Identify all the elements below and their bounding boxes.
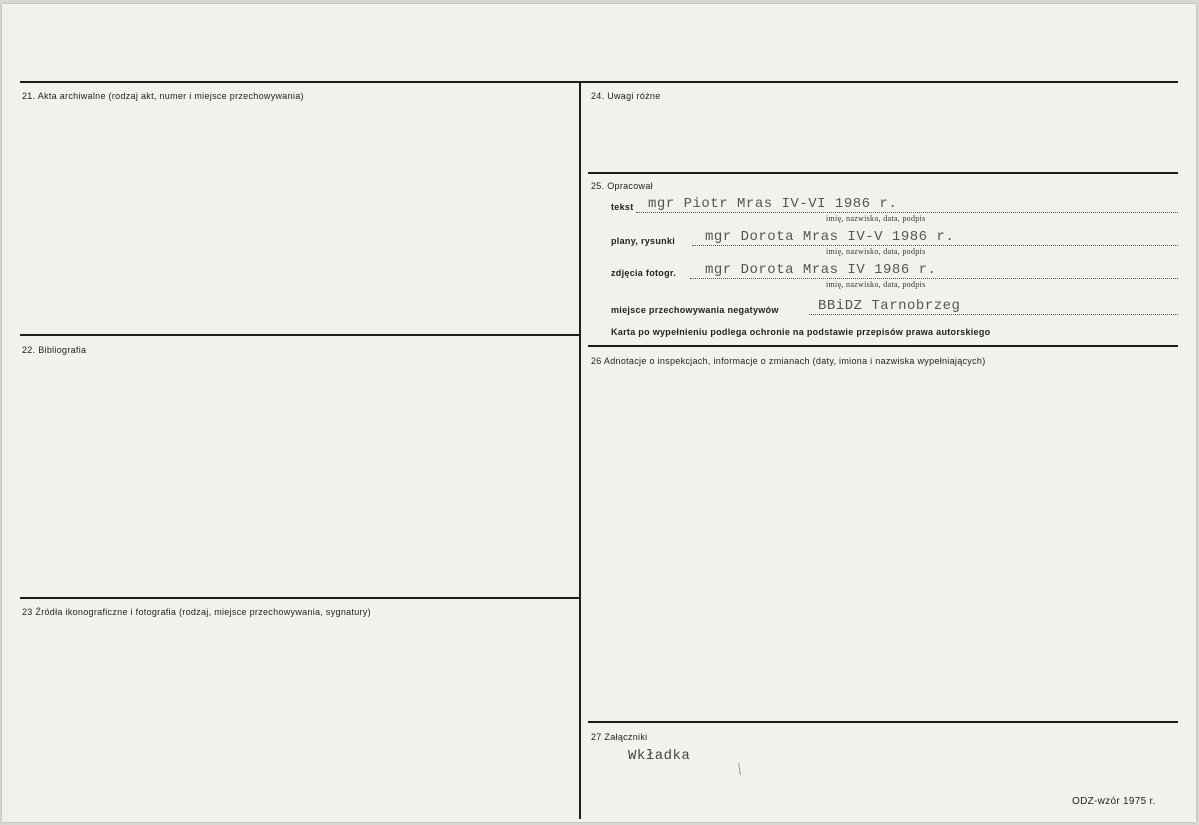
rule-22: [20, 334, 579, 336]
zdjecia-value: mgr Dorota Mras IV 1986 r.: [705, 262, 937, 278]
center-divider: [579, 81, 581, 819]
zalaczniki-value: Wkładka: [628, 748, 691, 764]
section-26-label: 26 Adnotacje o inspekcjach, informacje o zmianach (daty, imiona i nazwiska wypełniających): [591, 356, 986, 366]
rule-27: [588, 721, 1178, 723]
top-rule: [20, 81, 1178, 83]
tekst-value: mgr Piotr Mras IV-VI 1986 r.: [648, 196, 898, 212]
negatywy-value: BBiDZ Tarnobrzeg: [818, 298, 961, 314]
tekst-dotted-line: [636, 212, 1178, 213]
section-25-label: 25. Opracował: [591, 181, 653, 191]
tekst-sublabel: imię, nazwisko, data, podpis: [826, 214, 926, 223]
section-24-label: 24. Uwagi różne: [591, 91, 661, 101]
negatywy-dotted-line: [809, 314, 1178, 315]
tekst-label: tekst: [611, 202, 634, 212]
rule-25: [588, 172, 1178, 174]
zdjecia-dotted-line: [690, 278, 1178, 279]
rule-26: [588, 345, 1178, 347]
section-21-label: 21. Akta archiwalne (rodzaj akt, numer i miejsce przechowywania): [22, 91, 304, 101]
negatywy-label: miejsce przechowywania negatywów: [611, 305, 779, 315]
plany-sublabel: imię, nazwisko, data, podpis: [826, 247, 926, 256]
zdjecia-label: zdjęcia fotogr.: [611, 268, 677, 278]
form-footer: ODZ-wzór 1975 r.: [1072, 796, 1156, 807]
plany-dotted-line: [692, 245, 1178, 246]
record-card: [2, 4, 1196, 822]
section-22-label: 22. Bibliografia: [22, 345, 87, 355]
section-23-label: 23 Źródła ikonograficzne i fotografia (rodzaj, miejsce przechowywania, sygnatury): [22, 607, 371, 617]
plany-label: plany, rysunki: [611, 236, 676, 246]
rule-23: [20, 597, 579, 599]
section-27-label: 27 Załączniki: [591, 732, 648, 742]
copyright-notice: Karta po wypełnieniu podlega ochronie na podstawie przepisów prawa autorskiego: [611, 327, 991, 337]
zdjecia-sublabel: imię, nazwisko, data, podpis: [826, 280, 926, 289]
plany-value: mgr Dorota Mras IV-V 1986 r.: [705, 229, 955, 245]
